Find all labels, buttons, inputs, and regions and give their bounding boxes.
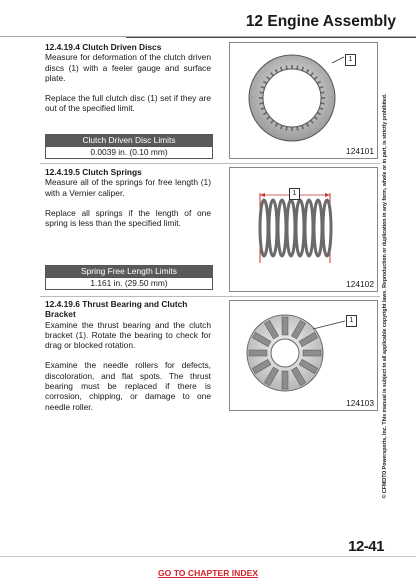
spec-table-spring-length xyxy=(45,265,213,290)
section-paragraph: Measure all of the springs for free length (1) with a Vernier caliper. xyxy=(45,177,211,198)
spec-table-header: Clutch Driven Disc Limits xyxy=(46,135,212,146)
figure-number: 124102 xyxy=(346,279,374,289)
figure-number: 124101 xyxy=(346,146,374,156)
copyright-text: © CFMOTO Powersports, Inc. This manual is subject to all applicable copyright laws. Reproduction or duplication in any form, whole or in part, is strictly prohibited. xyxy=(382,93,388,499)
section-title: 12.4.19.6 Thrust Bearing and Clutch Bracket xyxy=(45,299,188,320)
clutch-spring-illustration xyxy=(230,168,377,291)
section-clutch-driven-discs xyxy=(45,42,211,124)
section-paragraph: Replace all springs if the length of one spring is less than the specified limit. xyxy=(45,207,211,229)
section-paragraph: Replace the full clutch disc (1) set if they are out of the specified limit. xyxy=(45,93,211,114)
spec-table-value: 1.161 in. (29.50 mm) xyxy=(46,277,212,289)
section-divider xyxy=(40,163,380,164)
figure-number: 124103 xyxy=(346,398,374,408)
section-title: 12.4.19.5 Clutch Springs xyxy=(45,167,142,177)
figure-clutch-driven-disc xyxy=(229,42,378,159)
section-thrust-bearing xyxy=(45,299,211,422)
figure-clutch-spring xyxy=(229,167,378,292)
chapter-title: 12 Engine Assembly xyxy=(245,13,396,30)
section-divider xyxy=(40,296,380,297)
section-paragraph: Examine the thrust bearing and the clutch bracket (1). Rotate the bearing to check for drag or blocked rotation. xyxy=(45,319,211,351)
spec-table-driven-disc xyxy=(45,134,213,159)
header-divider xyxy=(0,36,416,37)
go-to-chapter-index-link[interactable]: GO TO CHAPTER INDEX xyxy=(157,568,259,578)
figure-thrust-bearing xyxy=(229,300,378,411)
callout-label: 1 xyxy=(289,188,300,200)
spec-table-value: 0.0039 in. (0.10 mm) xyxy=(46,146,212,158)
page-number: 12-41 xyxy=(348,538,384,555)
callout-label: 1 xyxy=(346,315,357,327)
section-clutch-springs xyxy=(45,167,211,238)
page-header xyxy=(0,0,416,38)
footer-divider xyxy=(0,556,416,557)
section-paragraph: Measure for deformation of the clutch driven discs (1) with a feeler gauge and surface plate. xyxy=(45,52,211,83)
copyright-notice xyxy=(378,70,392,522)
section-title: 12.4.19.4 Clutch Driven Discs xyxy=(45,42,162,52)
section-paragraph: Examine the needle rollers for defects, discoloration, and flat spots. The thrust bearing must be replaced if there is corrosion, chipping, or damage to one needle roller. xyxy=(45,360,211,412)
callout-label: 1 xyxy=(345,54,356,66)
spec-table-header: Spring Free Length Limits xyxy=(46,266,212,277)
